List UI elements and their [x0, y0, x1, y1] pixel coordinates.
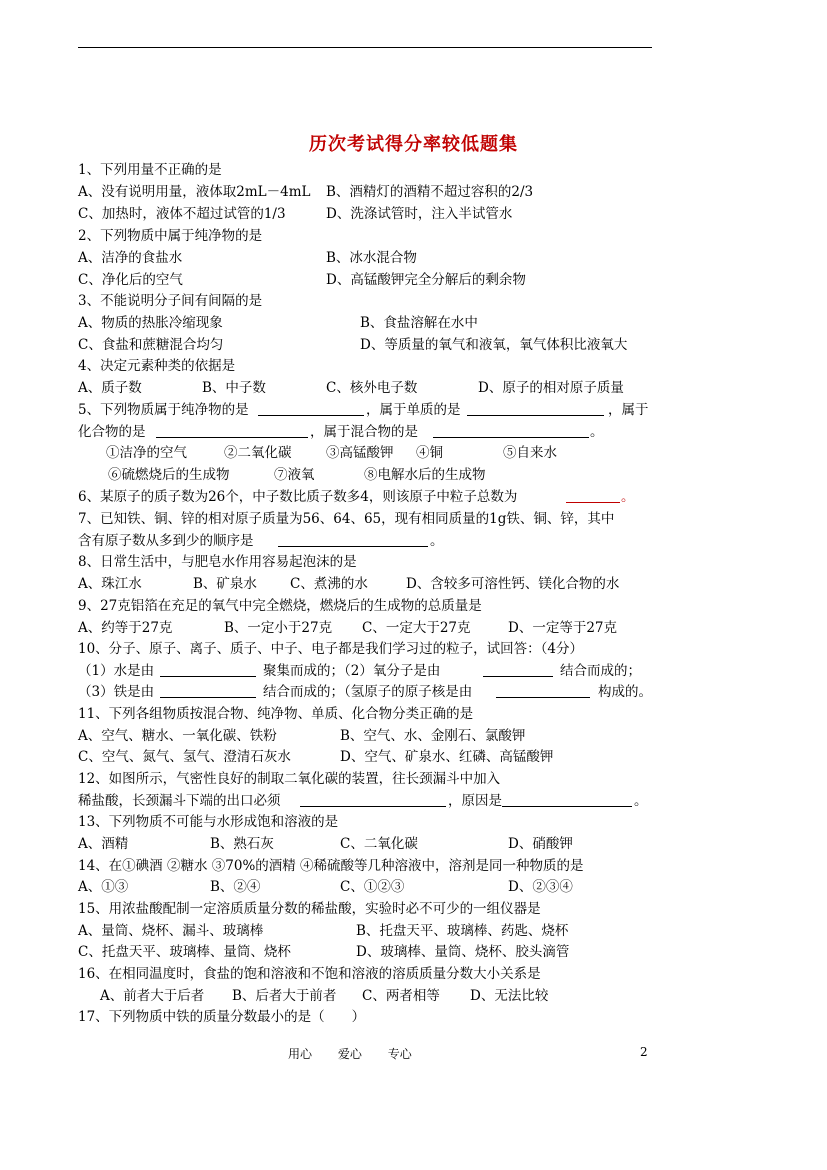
q13-option-d: D、硝酸钾: [508, 836, 573, 852]
q5-blank-element[interactable]: [467, 400, 604, 416]
q2-option-b: B、冰水混合物: [326, 250, 417, 266]
q5-blank-compound[interactable]: [156, 422, 308, 438]
q4-option-d: D、原子的相对原子质量: [478, 380, 624, 396]
q2-option-d: D、高锰酸钾完全分解后的剩余物: [326, 272, 526, 288]
page-number: 2: [640, 1045, 648, 1059]
q10-blank-nucleus[interactable]: [496, 682, 590, 698]
q16-option-d: D、无法比较: [470, 988, 549, 1004]
q1-option-a: A、没有说明用量，液体取2mL－4mL: [78, 184, 311, 200]
q1-option-d: D、洗涤试管时，注入半试管水: [326, 206, 513, 222]
q9-option-b: B、一定小于27克: [224, 620, 333, 636]
header-rule: [78, 47, 652, 48]
q4-option-c: C、核外电子数: [326, 380, 418, 396]
footer-word-2: 爱心: [337, 1047, 362, 1061]
q12-blank-reason[interactable]: [502, 791, 632, 807]
q15-option-b: B、托盘天平、玻璃棒、药匙、烧杯: [356, 923, 569, 939]
q16-option-c: C、两者相等: [362, 988, 440, 1004]
q8-option-d: D、含较多可溶性钙、镁化合物的水: [406, 576, 620, 592]
q3-option-a: A、物质的热胀冷缩现象: [78, 315, 223, 331]
q16-option-a: A、前者大于后者: [100, 988, 205, 1004]
q10-blank-water[interactable]: [160, 661, 256, 677]
document-title: 历次考试得分率较低题集: [309, 134, 518, 155]
q6-blank[interactable]: [566, 487, 620, 503]
q5-blank-pure[interactable]: [258, 400, 364, 416]
q11-option-d: D、空气、矿泉水、红磷、高锰酸钾: [340, 749, 554, 765]
q14-option-c: C、①②③: [340, 879, 405, 895]
footer-motto: [288, 1045, 434, 1062]
q15-option-d: D、玻璃棒、量筒、烧杯、胶头滴管: [356, 944, 570, 960]
q16-option-b: B、后者大于前者: [232, 988, 337, 1004]
q11-option-b: B、空气、水、金刚石、氯酸钾: [340, 728, 526, 744]
q3-option-b: B、食盐溶解在水中: [360, 315, 478, 331]
q3-option-c: C、食盐和蔗糖混合均匀: [78, 337, 224, 353]
q11-option-c: C、空气、氮气、氢气、澄清石灰水: [78, 749, 291, 765]
q14-option-a: A、①③: [78, 879, 129, 895]
q9-option-d: D、一定等于27克: [508, 620, 618, 636]
q4-option-a: A、质子数: [78, 380, 142, 396]
q12-blank-must[interactable]: [300, 791, 446, 807]
q15-option-a: A、量筒、烧杯、漏斗、玻璃棒: [78, 923, 264, 939]
q14-option-d: D、②③④: [508, 879, 573, 895]
q13-option-c: C、二氧化碳: [340, 836, 418, 852]
page-footer: [0, 1045, 827, 1065]
q11-option-a: A、空气、糖水、一氧化碳、铁粉: [78, 728, 277, 744]
q9-option-a: A、约等于27克: [78, 620, 173, 636]
q10-blank-iron[interactable]: [160, 682, 256, 698]
q10-blank-oxygen[interactable]: [483, 661, 553, 677]
q8-option-a: A、珠江水: [78, 576, 142, 592]
q2-option-c: C、净化后的空气: [78, 272, 183, 288]
q2-option-a: A、洁净的食盐水: [78, 250, 183, 266]
q8-option-b: B、矿泉水: [193, 576, 257, 592]
q4-option-b: B、中子数: [202, 380, 266, 396]
footer-word-1: 用心: [288, 1047, 313, 1061]
q1-option-b: B、酒精灯的酒精不超过容积的2/3: [326, 184, 534, 200]
q3-option-d: D、等质量的氧气和液氧，氧气体积比液氧大: [360, 337, 628, 353]
q8-option-c: C、煮沸的水: [290, 576, 368, 592]
q1-option-c: C、加热时，液体不超过试管的1/3: [78, 206, 286, 222]
q14-option-b: B、②④: [210, 879, 261, 895]
q13-option-b: B、熟石灰: [210, 836, 274, 852]
q15-option-c: C、托盘天平、玻璃棒、量筒、烧杯: [78, 944, 291, 960]
q9-option-c: C、一定大于27克: [362, 620, 471, 636]
q5-blank-mixture[interactable]: [433, 422, 589, 438]
q13-option-a: A、酒精: [78, 836, 129, 852]
footer-word-3: 专心: [387, 1047, 412, 1061]
q7-blank[interactable]: [278, 531, 428, 547]
